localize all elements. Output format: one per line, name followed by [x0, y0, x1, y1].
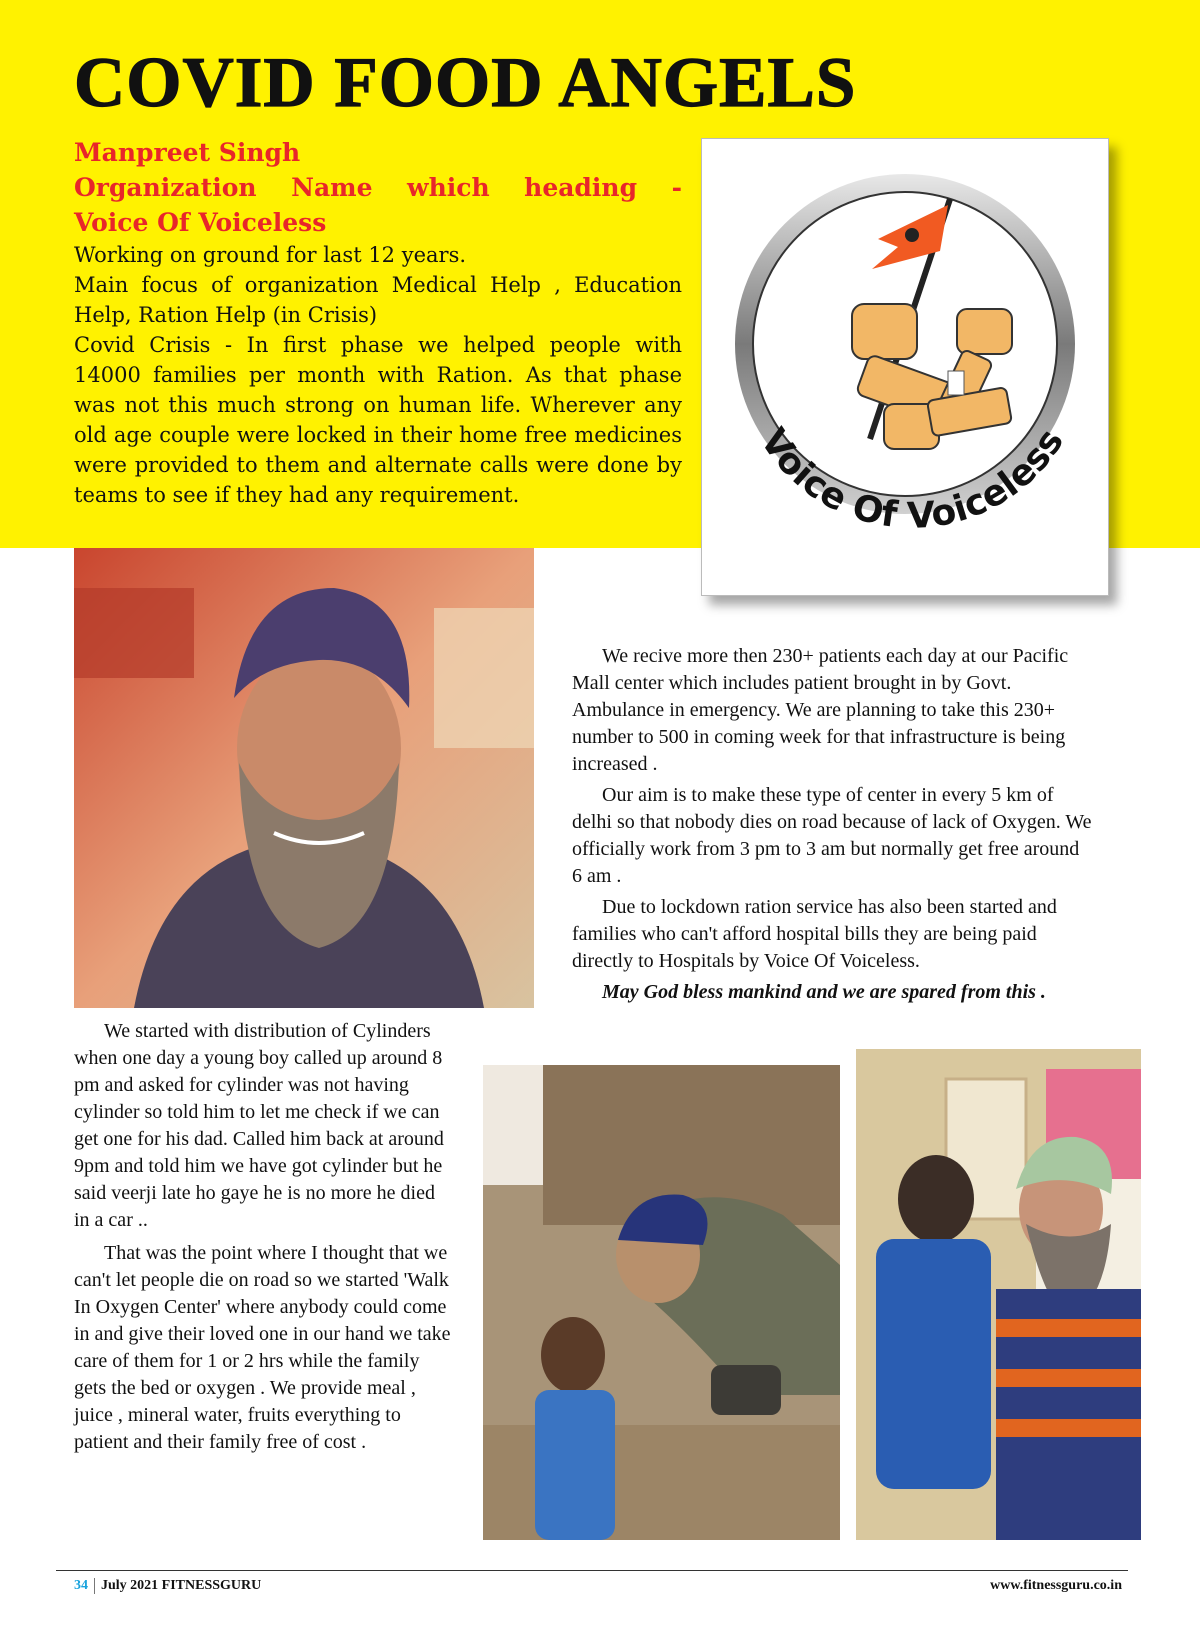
left-text-column — [74, 1018, 454, 1456]
org-heading-word: Organization — [74, 173, 257, 202]
org-heading-word: heading — [524, 173, 638, 202]
intro-paragraph: Working on ground for last 12 years. — [74, 243, 467, 267]
body-paragraph: Our aim is to make these type of center in every 5 km of delhi so that nobody dies on road because of lack of Oxygen. We officially work from 3 pm to 3 am but normally get free around 6 am . — [572, 784, 1092, 887]
footer-website: www.fitnessguru.co.in — [990, 1578, 1122, 1593]
body-paragraph: That was the point where I thought that we can't let people die on road so we started 'Walk In Oxygen Center' where anybody could come in and give their loved one in our hand we take care of them for 1 or 2 hrs while the family gets the bed or oxygen . We provide meal , juice , mineral water, fruits everything to patient and their family free of cost . — [74, 1242, 451, 1453]
person-name: Manpreet Singh — [74, 138, 301, 167]
voice-of-voiceless-logo — [702, 139, 1108, 595]
article-title: COVID FOOD ANGELS — [74, 44, 857, 122]
intro-block — [74, 135, 682, 510]
issue-label: July 2021 FITNESSGURU — [101, 1578, 262, 1593]
org-heading-word: - — [671, 173, 682, 202]
footer-issue-info — [74, 1578, 261, 1594]
hug-photo — [856, 1049, 1141, 1540]
org-heading-word: which — [407, 173, 490, 202]
logo-text: Voice Of Voiceless — [751, 421, 1072, 538]
organization-logo-card — [701, 138, 1109, 596]
org-heading-label — [74, 170, 682, 205]
page-number: 34 — [74, 1578, 95, 1594]
right-text-column — [572, 643, 1092, 1010]
intro-paragraph: Main focus of organization Medical Help , Education Help, Ration Help (in Crisis) — [74, 273, 682, 327]
portrait-photo — [74, 548, 534, 1008]
org-heading-word: Name — [291, 173, 373, 202]
closing-blessing: May God bless mankind and we are spared from this . — [602, 981, 1046, 1003]
intro-paragraph: Covid Crisis - In first phase we helped people with 14000 families per month with Ration. As that phase was not this much strong on human life. Wherever any old age couple were locked in their home free medicines were provided to them and alternate calls were done by teams to see if they had any requirement. — [74, 333, 682, 507]
footer-divider — [56, 1570, 1128, 1571]
intro-text — [74, 240, 682, 510]
body-paragraph: Due to lockdown ration service has also been started and families who can't afford hospital bills they are being paid directly to Hospitals by Voice Of Voiceless. — [572, 896, 1057, 972]
camp-photo — [483, 1065, 840, 1540]
org-name: Voice Of Voiceless — [74, 208, 327, 237]
body-paragraph: We started with distribution of Cylinders when one day a young boy called up around 8 pm and asked for cylinder was not having cylinder so told him to let me check if we can get one for his dad. Called him back at around 9pm and told him we have got cylinder but he said veerji late ho gaye he is no more he died in a car .. — [74, 1020, 444, 1231]
body-paragraph: We recive more then 230+ patients each day at our Pacific Mall center which includes patient brought in by Govt. Ambulance in emergency. We are planning to take this 230+ number to 500 in coming week for that infrastructure is being increased . — [572, 645, 1069, 775]
